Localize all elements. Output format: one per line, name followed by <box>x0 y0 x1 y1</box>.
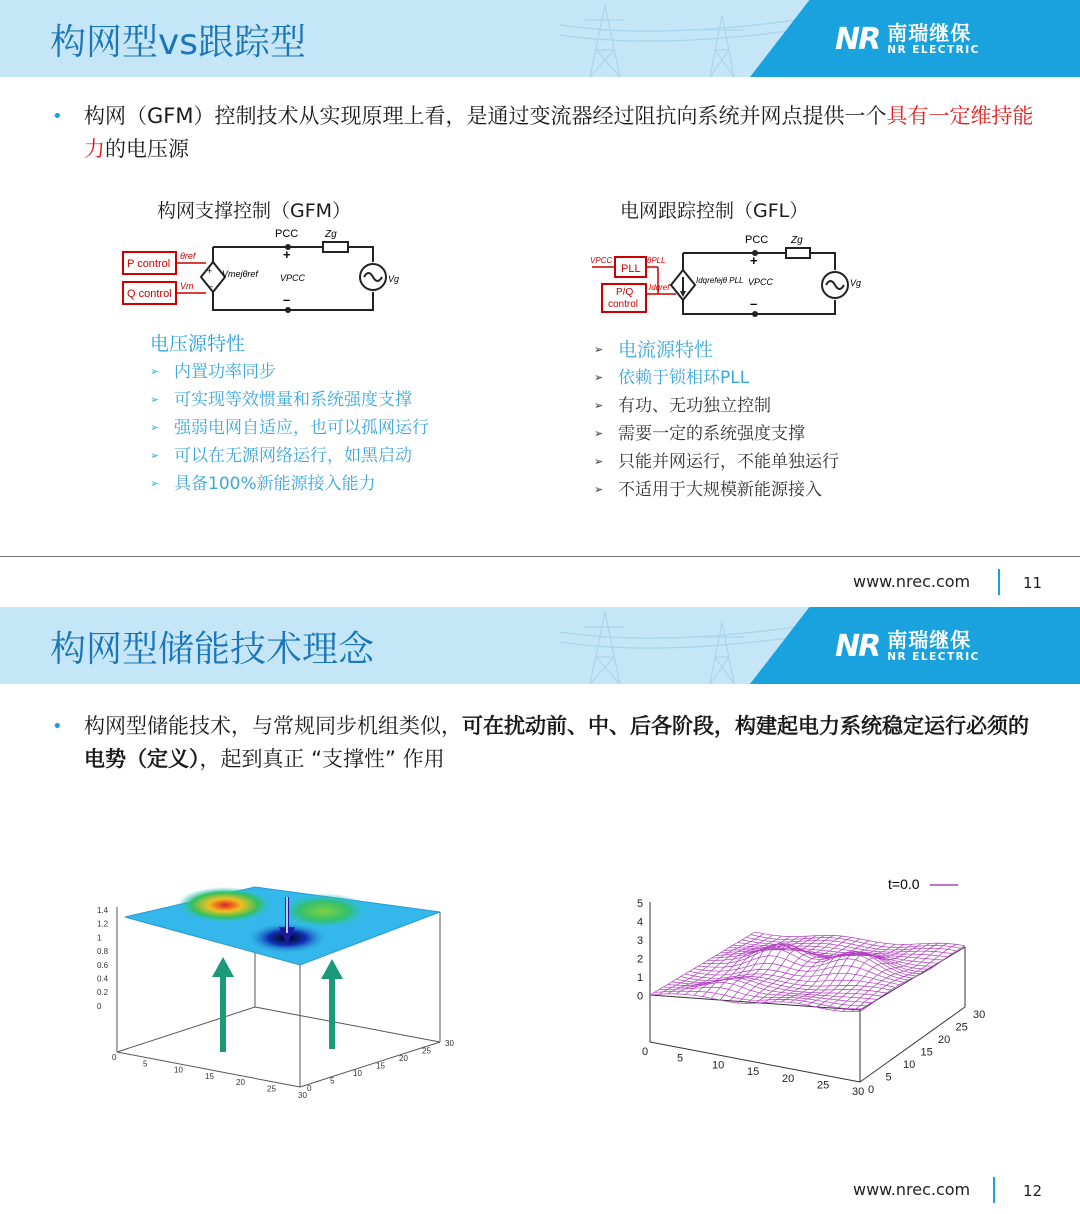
y-tick-label: 10 <box>353 1069 362 1078</box>
x-tick-label: 5 <box>143 1059 148 1069</box>
surface-mesh <box>650 932 965 1012</box>
list-item: ➢ 可实现等效惯量和系统强度支撑 <box>150 390 412 410</box>
gfl-vg-label: Vg <box>850 278 862 288</box>
bullet-dot: • <box>52 716 63 737</box>
y-tick-label: 15 <box>376 1061 385 1071</box>
y-tick-label: 25 <box>955 1021 968 1034</box>
intro-text-2: ，起到真正 “支撑性” 作用 <box>199 747 445 771</box>
svg-text:+: + <box>283 247 291 262</box>
logo-english: NR ELECTRIC <box>887 651 980 664</box>
y-tick-label: 20 <box>399 1054 408 1063</box>
gfm-source-label: Vmejθref <box>222 269 258 279</box>
page-title: 构网型vs跟踪型 <box>50 22 307 63</box>
page-number: 11 <box>1023 574 1043 592</box>
x-tick-label: 20 <box>782 1072 795 1085</box>
gfm-theta-label: θref <box>180 251 196 261</box>
gfl-pcc-label: PCC <box>745 234 769 246</box>
gfl-pq-label: P/Q <box>616 287 634 298</box>
gfm-vpcc-label: VPCC <box>280 273 306 283</box>
x-tick-label: 20 <box>236 1078 245 1088</box>
z-tick-label: 2 <box>637 953 644 966</box>
x-tick-label: 10 <box>174 1065 183 1075</box>
y-tick-label: 30 <box>445 1039 454 1048</box>
list-item: ➢ 内置功率同步 <box>150 362 276 382</box>
bullet-dot: • <box>52 106 63 127</box>
z-tick-label: 1.2 <box>97 919 109 929</box>
y-tick-label: 10 <box>903 1059 916 1071</box>
list-item: ➢ 可以在无源网络运行，如黑启动 <box>150 446 412 466</box>
z-tick-label: 0.6 <box>97 960 109 970</box>
intro-text-1: 构网型储能技术，与常规同步机组类似， <box>84 714 462 738</box>
footer-separator <box>993 1177 995 1203</box>
z-tick-label: 0.8 <box>97 947 109 957</box>
slide-11: 构网型vs跟踪型 NR 南瑞继保 NR ELECTRIC • 构网（GFM）控制技术从实现原理上看，是通过变流器经过阻抗向系统并网点提供一个具有一定维持能力的电压源 构网支撑控制（GFM） 电网跟踪控制（GFL） PCC Zg P control Q control θref Vm Vmejθref VPCC Vg + – + – PCC Zg VPCC PLL P/Q control θPLL Idqref Idqrefejθ PLL VPCC Vg + – 电压源特性 ➢ 内置功率同步 ➢ 可实现等效惯量和系统强度支撑 ➢ 强弱电网自适应，也可以孤网运行 ➢ 可以在无源网络运行，如黑启动 ➢ 具备100%新能源接入能力 ➢ 电流源特性 ➢ 依赖于锁相环PLL ➢ 有功、无功独立控制 ➢ 需要一定的系统强度支撑 ➢ 只能并网运行，不能单独运行 ➢ 不适用于大规模新能源接入 <box>0 0 1080 556</box>
footer-divider <box>0 556 1080 557</box>
x-tick-label: 25 <box>817 1079 830 1092</box>
gfm-vg-label: Vg <box>388 274 400 284</box>
gfl-vpcc-in-label: VPCC <box>590 256 613 265</box>
gfm-p-control: P control <box>127 258 171 270</box>
z-tick-label: 0 <box>637 990 644 1003</box>
company-logo <box>835 629 980 664</box>
z-tick-label: 0.2 <box>97 988 109 998</box>
y-tick-label: 15 <box>920 1046 933 1059</box>
z-tick-label: 1 <box>637 972 644 984</box>
gfm-circuit-diagram <box>118 222 408 322</box>
list-item: ➢ 具备100%新能源接入能力 <box>150 474 376 494</box>
right-3d-mesh-plot <box>620 867 1000 1097</box>
z-tick-label: 5 <box>637 898 644 910</box>
logo-chinese: 南瑞继保 <box>887 628 972 653</box>
gfl-source-label: Idqrefejθ PLL <box>696 276 744 285</box>
gfl-theta-label: θPLL <box>647 256 666 265</box>
z-tick-label: 1.4 <box>97 906 109 915</box>
y-tick-label: 5 <box>330 1076 335 1086</box>
page-number: 12 <box>1023 1182 1043 1200</box>
mesh-line <box>733 945 943 960</box>
z-tick-label: 0 <box>97 1001 102 1011</box>
gfm-zg-label: Zg <box>325 229 337 240</box>
x-tick-label: 0 <box>642 1046 649 1058</box>
gfl-pll-box: PLL <box>621 263 641 275</box>
gfl-title: 电网跟踪控制（GFL） <box>620 200 809 222</box>
plot-legend-label: t=0.0 <box>888 876 920 892</box>
y-tick-label: 0 <box>868 1084 875 1096</box>
slide-header <box>0 0 1080 77</box>
gfm-list-head: 电压源特性 <box>150 333 246 355</box>
z-tick-label: 3 <box>637 935 644 947</box>
y-tick-label: 20 <box>938 1034 951 1046</box>
gfl-zg-label: Zg <box>791 235 803 246</box>
footer-url: www.nrec.com <box>853 572 971 591</box>
gfl-vpcc-label: VPCC <box>748 277 774 287</box>
gfm-feature-list <box>150 330 429 498</box>
gfl-control-label: control <box>608 299 639 310</box>
footer-separator <box>998 569 1000 595</box>
gfm-vm-label: Vm <box>180 281 194 291</box>
gfl-circuit-diagram <box>588 230 878 330</box>
logo-mark: NR <box>835 629 880 664</box>
svg-text:–: – <box>208 281 214 291</box>
intro-text-1: 构网（GFM）控制技术从实现原理上看，是通过变流器经过阻抗向系统并网点提供一个 <box>84 104 887 128</box>
x-tick-label: 25 <box>267 1084 276 1094</box>
gfl-idq-label: Idqref <box>649 283 670 292</box>
company-logo <box>835 22 980 57</box>
slide-header <box>0 607 1080 684</box>
z-tick-label: 0.4 <box>97 974 109 984</box>
x-tick-label: 15 <box>205 1071 214 1081</box>
left-3d-surface-plot <box>90 877 470 1102</box>
y-tick-label: 5 <box>885 1071 892 1084</box>
list-item: ➢ 强弱电网自适应，也可以孤网运行 <box>150 418 429 438</box>
x-tick-label: 30 <box>298 1090 307 1100</box>
gfm-title: 构网支撑控制（GFM） <box>157 200 352 222</box>
gfm-pcc-label: PCC <box>275 228 299 240</box>
y-tick-label: 25 <box>422 1046 431 1056</box>
logo-chinese: 南瑞继保 <box>887 21 972 46</box>
logo-english: NR ELECTRIC <box>887 44 980 57</box>
y-tick-label: 0 <box>307 1084 312 1093</box>
slide-12 <box>0 607 1080 1214</box>
x-tick-label: 15 <box>747 1066 760 1079</box>
x-tick-label: 5 <box>677 1052 684 1065</box>
y-tick-label: 30 <box>973 1009 986 1021</box>
svg-text:–: – <box>283 292 291 307</box>
intro-bold: 可在扰动前、中、后各阶段，构建起电力系统稳定运行必须的电势（定义） <box>84 714 1029 771</box>
svg-text:–: – <box>750 296 758 311</box>
intro-text-2: 的电压源 <box>105 137 189 161</box>
intro-highlight: 具有一定维持能力 <box>84 104 1034 161</box>
gfm-q-control: Q control <box>127 288 172 300</box>
svg-text:+: + <box>750 253 758 268</box>
logo-mark: NR <box>835 22 880 57</box>
x-tick-label: 30 <box>852 1086 865 1097</box>
x-tick-label: 10 <box>712 1059 725 1072</box>
z-tick-label: 1 <box>97 933 102 943</box>
z-tick-label: 4 <box>637 916 644 929</box>
svg-text:+: + <box>207 266 213 276</box>
page-title: 构网型储能技术理念 <box>50 629 375 670</box>
x-tick-label: 0 <box>112 1053 117 1062</box>
footer-url: www.nrec.com <box>853 1180 971 1199</box>
